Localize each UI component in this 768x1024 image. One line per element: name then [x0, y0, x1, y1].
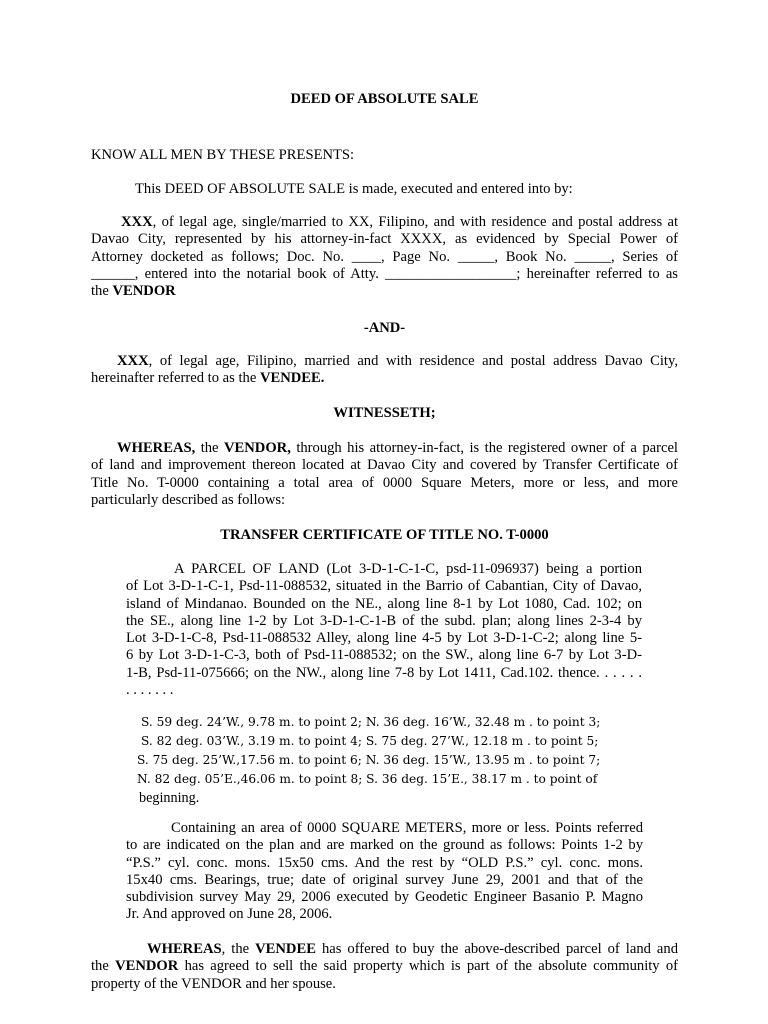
area-line: 15x40 cms. Bearings, true; date of original survey June 29, 2001 and that of the: [126, 871, 643, 888]
area-line: Jr. And approved on June 28, 2006.: [126, 906, 333, 923]
lot-line: 6 by Lot 3-D-1-C-3, both of Psd-11-088532; on the SW., along line 6-7 by Lot 3-D-: [126, 647, 642, 664]
whereas-line-3: Title No. T-0000 containing a total area of 0000 Square Meters, more or less, and more: [91, 474, 678, 491]
area-paragraph: [126, 820, 643, 924]
vendor-line-5: the VENDOR: [91, 283, 176, 300]
lot-line: 1-B, Psd-11-075666; on the NW., along line 7-8 by Lot 1411, Cad.102. thence. . . . . .: [126, 664, 642, 681]
document-title: DEED OF ABSOLUTE SALE: [290, 91, 479, 107]
area-line: to are indicated on the plan and are marked on the ground as follows: Points 1-2 by: [126, 837, 643, 854]
vendor-line-4: ______, entered into the notarial book of Atty. __________________; hereinafter referred to as: [91, 265, 678, 282]
area-line: “P.S.” cyl. conc. mons. 15x50 cms. And the rest by “OLD P.S.” cyl. conc. mons.: [126, 854, 643, 871]
bearing-line: S. 75 deg. 25’W.,17.56 m. to point 6; N. 36 deg. 15’W., 13.95 m . to point 7;: [137, 753, 601, 767]
bearings-list: [137, 713, 601, 808]
vendor-paragraph: [91, 214, 678, 300]
whereas-vendor-paragraph: [91, 440, 678, 509]
bearing-line: beginning.: [139, 790, 200, 806]
whereas-line-4: particularly described as follows:: [91, 491, 286, 508]
opening-phrase: KNOW ALL MEN BY THESE PRESENTS:: [91, 147, 355, 163]
vendee-paragraph: [91, 353, 678, 388]
whereas2-line-1: WHEREAS, the VENDEE has offered to buy the above-described parcel of land and: [147, 941, 678, 957]
whereas-line-2: of land and improvement thereon located at Davao City and covered by Transfer Certificate of: [91, 457, 678, 474]
vendor-line-2: Davao City, represented by his attorney-in-fact XXXX, as evidenced by Special Power of: [91, 231, 678, 248]
bearing-line: S. 59 deg. 24’W., 9.78 m. to point 2; N. 36 deg. 16’W., 32.48 m . to point 3;: [141, 715, 601, 729]
whereas2-line-3: property of the VENDOR and her spouse.: [91, 975, 336, 992]
lot-line: the SE., along line 1-2 by Lot 3-D-1-C-1-B of the subd. plan; along lines 2-3-4 by: [126, 612, 642, 629]
lot-line: . . . . . . .: [126, 682, 174, 699]
intro-paragraph: This DEED OF ABSOLUTE SALE is made, executed and entered into by:: [135, 181, 573, 197]
lot-line: Lot 3-D-1-C-8, Psd-11-088532 Alley, along line 4-5 by Lot 3-D-1-C-2; along line 5-: [126, 630, 642, 647]
whereas2-line-2: the VENDOR has agreed to sell the said property which is part of the absolute community of: [91, 958, 678, 975]
witnesseth-heading: WITNESSETH;: [333, 405, 436, 421]
vendor-line-3: Attorney docketed as follows; Doc. No. ____, Page No. _____, Book No. _____, Series of: [91, 248, 678, 265]
lot-line: A PARCEL OF LAND (Lot 3-D-1-C-1-C, psd-11-096937) being a portion: [174, 561, 642, 577]
whereas-vendee-paragraph: [91, 941, 678, 993]
bearing-line: S. 82 deg. 03’W., 3.19 m. to point 4; S. 75 deg. 27’W., 12.18 m . to point 5;: [141, 734, 599, 748]
lot-line: of Lot 3-D-1-C-1, Psd-11-088532, situated in the Barrio of Cabantian, City of Davao,: [126, 578, 642, 595]
whereas-line-1: WHEREAS, the VENDOR, through his attorney-in-fact, is the registered owner of a parcel: [117, 440, 678, 456]
bearing-line: N. 82 deg. 05’E.,46.06 m. to point 8; S. 36 deg. 15’E., 38.17 m . to point of: [137, 772, 598, 786]
area-line: subdivision survey May 29, 2006 executed by Geodetic Engineer Basanio P. Magno: [126, 889, 643, 906]
vendor-line-1: XXX, of legal age, single/married to XX, Filipino, and with residence and postal address at: [121, 214, 678, 230]
vendee-line-1: XXX, of legal age, Filipino, married and with residence and postal address Davao City,: [117, 353, 678, 369]
vendee-line-2: hereinafter referred to as the VENDEE.: [91, 370, 325, 387]
and-separator: -AND-: [363, 320, 406, 336]
tct-heading: TRANSFER CERTIFICATE OF TITLE NO. T-0000: [220, 527, 549, 543]
area-line: Containing an area of 0000 SQUARE METERS, more or less. Points referred: [171, 820, 643, 836]
lot-line: island of Mindanao. Bounded on the NE., along line 8-1 by Lot 1080, Cad. 102; on: [126, 595, 642, 612]
lot-description: [126, 561, 642, 699]
